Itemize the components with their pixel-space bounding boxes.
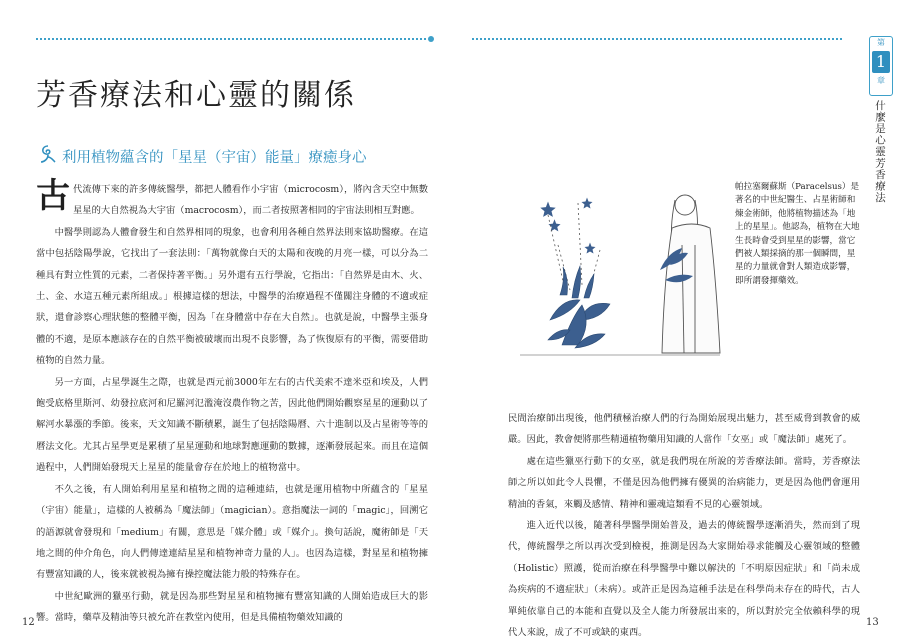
chapter-title: 什麼是心靈芳香療法: [874, 100, 886, 204]
chapter-suffix: 章: [877, 76, 885, 85]
page-number-left: 12: [22, 617, 35, 628]
page-title: 芳香療法和心靈的關係: [36, 78, 356, 113]
paragraph-r1: 民間治療師出現後，他們積極治療人們的行為開始展現出魅力，甚至威脅到教會的威嚴。因此，教會便將那些精通植物藥用知識的人當作「女巫」或「魔法師」處死了。: [508, 413, 860, 446]
star-icon: [540, 202, 555, 217]
paragraph-1: [36, 176, 428, 222]
chapter-tab: [869, 36, 893, 96]
illustration-caption: 帕拉塞爾蘇斯（Paracelsus）是著名的中世紀醫生、占星術師和煉金術師，他將植物描述為「地上的星星」。他認為，植物在大地生長時會受到星星的影響，當它們被人類採摘的那一個瞬間，星星的力量就會對人類造成影響，即所謂發揮藥效。: [735, 182, 860, 286]
chapter-number: 1: [872, 51, 890, 73]
chapter-prefix: 第: [877, 38, 885, 47]
paragraph-4: 不久之後，有人開始利用星星和植物之間的這種連結，也就是運用植物中所蘊含的「星星（宇宙）能量」，這樣的人被稱為「魔法師」（magician）。意指魔法一詞的「magic」，回溯它的語源就會發現和「medium」有關，意思是「媒介體」或「媒介」。換句話說，魔術師是「天地之間的仲介角色，向人們傳達連結星星和植物神奇力量的人」。也因為這樣，對星星和植物擁有豐富知識的人，後來就被視為擁有操控魔法能力般的特殊存在。: [36, 483, 428, 581]
left-body-text: [36, 176, 428, 629]
star-icon: [582, 198, 593, 209]
herbalist-illustration: [520, 170, 740, 375]
paragraph-2: 中醫學則認為人體會發生和自然界相同的現象，也會利用各種自然界法則來協助醫療。在這當中包括陰陽學說，它找出了一套法則：「萬物就像白天的太陽和夜晚的月亮一樣，可以分為二種具有對立性質的元素，二者保持著平衡。」另外還有五行學說，它指出：「自然界是由木、火、土、金、水這五種元素所組成。」根據這樣的想法，中醫學的治療過程不僅關注身體的不適或症狀，還會診察心理狀態的整體平衡，因為「在身體當中存在大自然」。也就是說，中醫學主張身體的不適，是原本應該存在的自然平衡被破壞而出現不良影響，為了恢復原有的平衡，需要借助植物的自然力量。: [36, 226, 428, 367]
star-icon: [585, 243, 596, 254]
left-page: [0, 0, 450, 638]
drop-cap: 古: [36, 176, 70, 216]
swirl-icon: [38, 143, 58, 165]
lavender-plant-icon: [548, 266, 610, 348]
section-heading: 利用植物蘊含的「星星（宇宙）能量」療癒身心: [62, 150, 367, 166]
paragraph-1-text: 代流傳下來的許多傳統醫學，都把人體看作小宇宙（microcosm），將內含天空中無數星星的大自然視為大宇宙（macrocosm），而二者按照著相同的宇宙法則相互對應。: [73, 184, 428, 217]
paragraph-5: 中世紀歐洲的獵巫行動，就是因為那些對星星和植物擁有豐富知識的人開始造成巨大的影響。當時，藥草及精油等只被允許在教堂內使用，但是具備植物藥效知識的: [36, 590, 428, 624]
right-body-text: [508, 408, 860, 643]
rule-end-dot: [428, 36, 434, 42]
woman-figure-icon: [662, 195, 720, 353]
page-number-right: 13: [866, 617, 879, 628]
paragraph-3: 另一方面，占星學誕生之際，也就是西元前3000年左右的古代美索不達米亞和埃及，人們飽受底格里斯河、幼發拉底河和尼羅河氾濫淹沒農作物之苦，因此他們開始觀察星星的運動以了解河水暴漲的季節。後來，天文知識不斷積累，誕生了包括陰陽曆、六十進制以及占星術等等的曆法文化。尤其占星學更是累積了星星運動和地球對應運動的數據，逐漸發展起來。而且在這個過程中，人們開始發現天上星星的能量會存在於地上的植物當中。: [36, 376, 428, 474]
top-dotted-rule: [36, 38, 426, 40]
paragraph-r2: 處在這些獵巫行動下的女巫，就是我們現在所說的芳香療法師。當時，芳香療法師之所以如此令人畏懼，不僅是因為他們擁有優異的治病能力，更是因為他們會運用精油的香氣，來觸及感情、精神和靈魂這類看不見的心靈領域。: [508, 455, 860, 510]
top-dotted-rule-right: [472, 38, 842, 40]
paragraph-r3: 進入近代以後，隨著科學醫學開始普及，過去的傳統醫學逐漸消失，然而到了現代，傳統醫學之所以再次受到檢視，推測是因為大家開始尋求能觸及心靈領域的整體（Holistic）照護，從而治療在科學醫學中難以解決的「不明原因症狀」和「尚未成為疾病的不適症狀」（未病）。或許正是因為這種手法是在科學尚未存在的時代，古人單純依靠自己的本能和直覺以及全人能力所發展出來的，所以對於完全依賴科學的現代人來說，成了不可或缺的東西。: [508, 520, 860, 639]
